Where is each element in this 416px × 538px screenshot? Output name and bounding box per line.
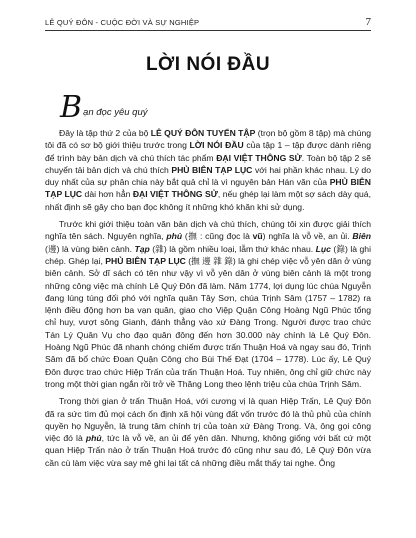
emphasis-text: Tạp — [134, 243, 150, 254]
paragraph — [45, 127, 371, 213]
text-run: (撫 : cũng đọc là — [182, 231, 253, 242]
text-run: . Toàn bộ tập 2 sẽ chuyển tải bản dịch và chú thích — [45, 152, 371, 175]
emphasis-text: LÊ QUÝ ĐÔN TUYỂN TẬP — [150, 128, 256, 138]
text-run: Đây là tập thứ 2 của bộ — [59, 128, 151, 138]
text-run: của tập 1 – tập được dành riêng để trình bày bản dịch và chú thích tác phẩm — [45, 140, 371, 163]
text-run: Trước khi giới thiệu toàn văn bản dịch và chú thích, chúng tôi xin được giải thích nghĩa tên sách. Nguyên nghĩa, — [45, 219, 371, 242]
text-run: (雜) là gồm nhiều loại, lẫm thứ khác nhau. — [149, 243, 316, 254]
emphasis-text: phủ — [166, 231, 183, 242]
emphasis-text: PHỦ BIÊN TẠP LỤC — [105, 255, 186, 266]
body-text — [45, 127, 371, 474]
text-run: (trọn bộ gồm 8 tập) mà chúng tôi đã có sơ bộ giới thiệu trước trong — [45, 128, 371, 151]
emphasis-text: ĐẠI VIỆT THÔNG SỬ — [216, 152, 302, 163]
running-header — [45, 16, 371, 31]
emphasis-text: PHỦ BIÊN TẠP LỤC — [171, 164, 253, 175]
text-run: , nếu ghép lại làm một sợ sách dày quá, nhất định sẽ gây cho bạn đọc không ít những khó khăn khi sử dụng. — [45, 189, 371, 212]
chapter-title: LỜI NÓI ĐẦU — [145, 54, 271, 75]
text-run: Trong thời gian ở trấn Thuận Hoá, với cương vị là quan Hiệp Trấn, Lê Quý Đôn đã ra sức tìm đủ mọi cách ổn định xã hội vùng đất vốn trước đó là thủ phủ của chính quyền họ Nguyễn, là trung tâm chính trị của toàn xứ Đàng Trong. Và, ông gọi công việc đó là — [45, 396, 371, 444]
paragraph — [45, 395, 371, 469]
text-run: (撫 邊 雜 錄) là ghi chép việc vỗ yên dân ở vùng biên cảnh. Sở dĩ sách có tên như vậy vì vỗ yên dân ở vùng biên cảnh là một trong những công việc mà chính Lê Quý Đôn đã làm. Năm 1774, lợi dụng lúc chúa Nguyễn đang lúng túng đối phó với nghĩa quân Tây Sơn, chúa Trịnh Sâm (1757 – 1782) ra lệnh điều động hơn ba vạn quân, giao cho Việp Quận Công Hoàng Ngũ Phúc tổng chỉ huy, vượt sông Gianh, đánh thẳng vào xứ Đàng Trong. Người được trao chức Tán Lý Quân Vụ cho đạo quân đông đến hơn 30.000 này chính là Lê Quý Đôn. Hoàng Ngũ Phúc đã nhanh chóng chiếm được trấn Thuận Hoá và ngay sau đó, Trịnh Sâm đã bổ chức Đoan Quận Công cho Bùi Thế Đạt (1704 – 1778). Lúc ấy, Lê Quý Đôn được trao chức Hiệp Trấn của trấn Thuận Hoá. Tuy nhiên, ông chỉ giữ chức này trong một thời gian ngắn rồi trở về Thăng Long theo lệnh triệu của chúa Trịnh Sâm. — [45, 255, 371, 389]
emphasis-text: PHỦ BIÊN TẠP LỤC — [45, 177, 371, 200]
text-run: dài hơn hẳn — [82, 189, 133, 200]
emphasis-text: vũ — [252, 231, 263, 242]
text-run: ) nghĩa là vỗ về, an ủi. — [262, 231, 353, 242]
text-run: (邊) là vùng biên cảnh. — [45, 243, 135, 254]
text-run: (錄) là ghi chép. Ghép lại, — [45, 243, 371, 266]
salutation-text: ạn đọc yêu quý — [83, 107, 148, 118]
emphasis-text: ĐẠI VIỆT THÔNG SỬ — [132, 189, 218, 200]
paragraph — [45, 218, 371, 390]
emphasis-text: Biên — [352, 231, 371, 242]
emphasis-text: Lục — [315, 243, 331, 254]
emphasis-text: LỜI NÓI ĐẦU — [189, 140, 244, 151]
running-title: LÊ QUÝ ĐÔN - CUỘC ĐỜI VÀ SỰ NGHIỆP — [45, 18, 200, 27]
salutation — [60, 90, 148, 125]
text-run: , tức là vỗ về, an ủi để yên dân. Nhưng, không giống với bất cứ một quan Hiệp Trấn nào ở trấn Thuận Hoá trước đó cũng như sau đó, Lê Quý Đôn vừa cần cù làm việc vừa say mê ghi lại tất cả những điều mắt thấy tai nghe. Ông — [45, 433, 371, 468]
emphasis-text: phủ — [85, 433, 102, 444]
drop-cap-initial: B — [60, 90, 83, 125]
text-run: với hai phần khác nhau. Lý do duy nhất của sự phân chia này bắt quả chỉ là vì nguyên bản Hán văn của — [45, 164, 371, 188]
page-number: 7 — [365, 16, 371, 28]
